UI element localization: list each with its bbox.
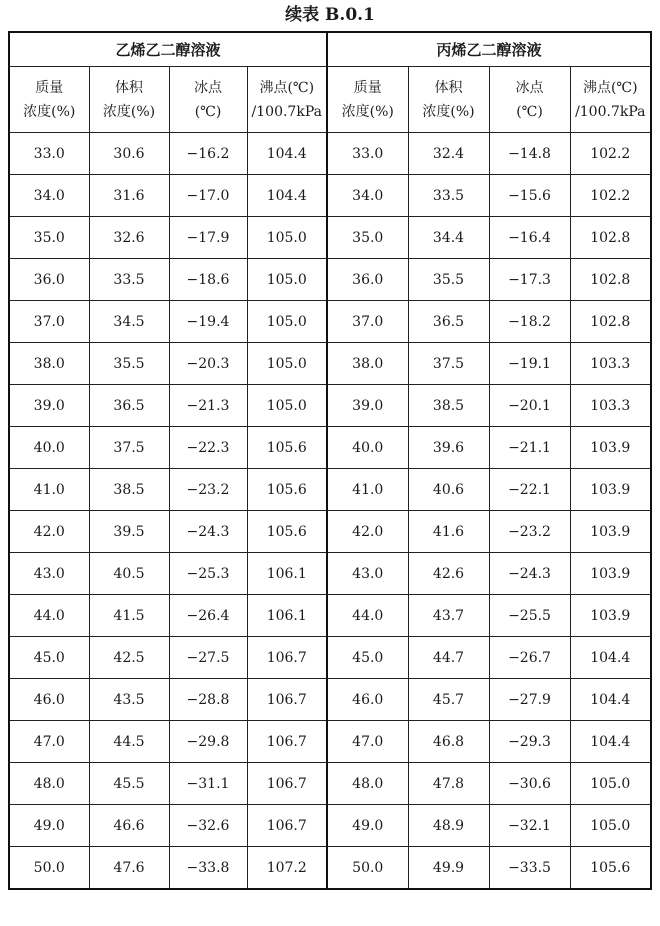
column-header-mass-concentration [327, 67, 408, 133]
column-header-line: 浓度(%) [23, 103, 76, 120]
table-cell-volume-concentration: 39.6 [408, 427, 489, 469]
table-cell-boiling-point: 103.3 [570, 343, 651, 385]
table-cell-volume-concentration: 43.5 [89, 679, 169, 721]
table-cell-mass-concentration: 50.0 [327, 847, 408, 890]
table-cell-mass-concentration: 42.0 [327, 511, 408, 553]
table-cell-mass-concentration: 41.0 [9, 469, 89, 511]
table-cell-mass-concentration: 34.0 [327, 175, 408, 217]
table-cell-volume-concentration: 37.5 [408, 343, 489, 385]
table-cell-volume-concentration: 38.5 [89, 469, 169, 511]
table-cell-volume-concentration: 33.5 [408, 175, 489, 217]
table-cell-boiling-point: 103.9 [570, 595, 651, 637]
table-cell-boiling-point: 106.7 [247, 805, 327, 847]
table-cell-volume-concentration: 36.5 [408, 301, 489, 343]
table-cell-mass-concentration: 40.0 [9, 427, 89, 469]
table-cell-boiling-point: 102.8 [570, 217, 651, 259]
table-row [9, 595, 651, 637]
table-body [9, 133, 651, 890]
table-cell-boiling-point: 104.4 [570, 721, 651, 763]
table-cell-mass-concentration: 33.0 [9, 133, 89, 175]
table-cell-freezing-point: −24.3 [489, 553, 570, 595]
column-header-line: 体积 [115, 79, 143, 96]
table-cell-boiling-point: 103.9 [570, 553, 651, 595]
table-cell-volume-concentration: 40.6 [408, 469, 489, 511]
column-header-line: 冰点 [194, 79, 222, 96]
column-header-line: 冰点 [515, 79, 544, 96]
table-cell-freezing-point: −29.3 [489, 721, 570, 763]
table-cell-freezing-point: −25.5 [489, 595, 570, 637]
table-cell-volume-concentration: 41.6 [408, 511, 489, 553]
table-cell-freezing-point: −22.3 [169, 427, 247, 469]
table-cell-freezing-point: −21.3 [169, 385, 247, 427]
table-cell-freezing-point: −30.6 [489, 763, 570, 805]
table-cell-volume-concentration: 46.8 [408, 721, 489, 763]
table-cell-mass-concentration: 47.0 [327, 721, 408, 763]
column-header-boiling-point [247, 67, 327, 133]
table-cell-freezing-point: −22.1 [489, 469, 570, 511]
table-cell-volume-concentration: 31.6 [89, 175, 169, 217]
table-cell-mass-concentration: 49.0 [327, 805, 408, 847]
table-row [9, 385, 651, 427]
table-cell-boiling-point: 105.0 [570, 805, 651, 847]
table-cell-boiling-point: 104.4 [570, 679, 651, 721]
column-header-line: 沸点(℃) [259, 79, 315, 96]
table-cell-mass-concentration: 43.0 [327, 553, 408, 595]
table-cell-volume-concentration: 34.5 [89, 301, 169, 343]
table-cell-mass-concentration: 37.0 [9, 301, 89, 343]
table-caption: 续表 B.0.1 [285, 5, 375, 25]
column-header-volume-concentration [89, 67, 169, 133]
column-header-freezing-point [169, 67, 247, 133]
table-cell-mass-concentration: 42.0 [9, 511, 89, 553]
table-row [9, 217, 651, 259]
table-cell-volume-concentration: 44.7 [408, 637, 489, 679]
table-cell-freezing-point: −17.3 [489, 259, 570, 301]
column-header-line: 浓度(%) [341, 103, 394, 120]
table-cell-freezing-point: −17.0 [169, 175, 247, 217]
table-row [9, 343, 651, 385]
column-header-line: 体积 [434, 79, 463, 96]
table-cell-volume-concentration: 40.5 [89, 553, 169, 595]
table-row [9, 637, 651, 679]
table-cell-freezing-point: −14.8 [489, 133, 570, 175]
table-cell-mass-concentration: 35.0 [327, 217, 408, 259]
table-row [9, 721, 651, 763]
table-cell-volume-concentration: 32.4 [408, 133, 489, 175]
table-cell-boiling-point: 105.6 [247, 469, 327, 511]
table-cell-volume-concentration: 35.5 [89, 343, 169, 385]
table-cell-freezing-point: −17.9 [169, 217, 247, 259]
column-header-volume-concentration [408, 67, 489, 133]
table-cell-volume-concentration: 41.5 [89, 595, 169, 637]
table-cell-volume-concentration: 33.5 [89, 259, 169, 301]
table-cell-mass-concentration: 49.0 [9, 805, 89, 847]
table-cell-mass-concentration: 38.0 [9, 343, 89, 385]
table-cell-mass-concentration: 40.0 [327, 427, 408, 469]
table-cell-boiling-point: 104.4 [247, 133, 327, 175]
table-cell-boiling-point: 106.1 [247, 595, 327, 637]
table-cell-mass-concentration: 44.0 [327, 595, 408, 637]
table-cell-freezing-point: −24.3 [169, 511, 247, 553]
table-cell-freezing-point: −27.5 [169, 637, 247, 679]
table-cell-freezing-point: −20.3 [169, 343, 247, 385]
table-cell-mass-concentration: 50.0 [9, 847, 89, 890]
column-header-line: 浓度(%) [422, 103, 475, 120]
table-row [9, 427, 651, 469]
table-cell-freezing-point: −21.1 [489, 427, 570, 469]
table-cell-mass-concentration: 45.0 [327, 637, 408, 679]
table-cell-volume-concentration: 30.6 [89, 133, 169, 175]
table-cell-boiling-point: 105.6 [247, 511, 327, 553]
table-cell-volume-concentration: 39.5 [89, 511, 169, 553]
table-cell-boiling-point: 106.7 [247, 637, 327, 679]
group-header-row [9, 32, 651, 67]
glycol-solution-table [8, 31, 652, 890]
table-cell-freezing-point: −33.8 [169, 847, 247, 890]
table-cell-boiling-point: 104.4 [570, 637, 651, 679]
table-cell-freezing-point: −25.3 [169, 553, 247, 595]
table-row [9, 469, 651, 511]
table-cell-freezing-point: −16.2 [169, 133, 247, 175]
table-cell-freezing-point: −31.1 [169, 763, 247, 805]
table-cell-freezing-point: −26.7 [489, 637, 570, 679]
table-cell-mass-concentration: 44.0 [9, 595, 89, 637]
table-cell-mass-concentration: 46.0 [9, 679, 89, 721]
table-cell-volume-concentration: 46.6 [89, 805, 169, 847]
table-cell-freezing-point: −18.6 [169, 259, 247, 301]
table-cell-freezing-point: −23.2 [489, 511, 570, 553]
table-cell-volume-concentration: 32.6 [89, 217, 169, 259]
table-cell-boiling-point: 102.2 [570, 133, 651, 175]
table-cell-volume-concentration: 37.5 [89, 427, 169, 469]
table-cell-mass-concentration: 39.0 [327, 385, 408, 427]
table-cell-boiling-point: 103.9 [570, 469, 651, 511]
table-cell-boiling-point: 106.1 [247, 553, 327, 595]
table-cell-boiling-point: 102.8 [570, 259, 651, 301]
table-cell-boiling-point: 106.7 [247, 721, 327, 763]
column-header-boiling-point [570, 67, 651, 133]
table-row [9, 175, 651, 217]
column-header-line: 质量 [35, 79, 64, 96]
table-cell-boiling-point: 105.0 [247, 385, 327, 427]
table-cell-boiling-point: 103.9 [570, 511, 651, 553]
table-cell-boiling-point: 106.7 [247, 763, 327, 805]
table-cell-mass-concentration: 33.0 [327, 133, 408, 175]
table-cell-volume-concentration: 47.8 [408, 763, 489, 805]
column-header-line: 浓度(%) [102, 103, 156, 120]
table-row [9, 805, 651, 847]
table-row [9, 679, 651, 721]
table-cell-boiling-point: 105.0 [247, 301, 327, 343]
table-cell-volume-concentration: 35.5 [408, 259, 489, 301]
table-cell-freezing-point: −19.1 [489, 343, 570, 385]
table-cell-volume-concentration: 45.5 [89, 763, 169, 805]
table-cell-mass-concentration: 41.0 [327, 469, 408, 511]
table-cell-mass-concentration: 38.0 [327, 343, 408, 385]
table-cell-freezing-point: −18.2 [489, 301, 570, 343]
table-cell-freezing-point: −15.6 [489, 175, 570, 217]
table-cell-mass-concentration: 34.0 [9, 175, 89, 217]
table-cell-freezing-point: −26.4 [169, 595, 247, 637]
table-cell-mass-concentration: 36.0 [327, 259, 408, 301]
table-cell-freezing-point: −23.2 [169, 469, 247, 511]
table-row [9, 763, 651, 805]
table-row [9, 259, 651, 301]
table-cell-boiling-point: 105.0 [247, 217, 327, 259]
table-cell-boiling-point: 105.0 [247, 259, 327, 301]
table-cell-volume-concentration: 49.9 [408, 847, 489, 890]
table-cell-mass-concentration: 35.0 [9, 217, 89, 259]
column-header-line: /100.7kPa [575, 103, 646, 120]
table-cell-freezing-point: −29.8 [169, 721, 247, 763]
table-cell-mass-concentration: 46.0 [327, 679, 408, 721]
table-row [9, 511, 651, 553]
group-header-ethylene-glycol: 乙烯乙二醇溶液 [9, 32, 327, 67]
table-cell-volume-concentration: 48.9 [408, 805, 489, 847]
table-cell-boiling-point: 107.2 [247, 847, 327, 890]
table-cell-freezing-point: −32.1 [489, 805, 570, 847]
table-cell-boiling-point: 102.2 [570, 175, 651, 217]
table-cell-mass-concentration: 39.0 [9, 385, 89, 427]
table-cell-boiling-point: 105.0 [247, 343, 327, 385]
group-header-propylene-glycol: 丙烯乙二醇溶液 [327, 32, 651, 67]
table-row [9, 847, 651, 890]
column-header-line: 质量 [353, 79, 382, 96]
column-header-freezing-point [489, 67, 570, 133]
table-cell-mass-concentration: 47.0 [9, 721, 89, 763]
table-cell-freezing-point: −20.1 [489, 385, 570, 427]
table-cell-boiling-point: 105.6 [570, 847, 651, 890]
table-cell-boiling-point: 104.4 [247, 175, 327, 217]
table-cell-mass-concentration: 36.0 [9, 259, 89, 301]
table-row [9, 301, 651, 343]
table-cell-boiling-point: 103.3 [570, 385, 651, 427]
table-cell-boiling-point: 105.0 [570, 763, 651, 805]
table-cell-freezing-point: −33.5 [489, 847, 570, 890]
table-cell-freezing-point: −19.4 [169, 301, 247, 343]
table-cell-freezing-point: −27.9 [489, 679, 570, 721]
table-cell-volume-concentration: 36.5 [89, 385, 169, 427]
table-cell-volume-concentration: 38.5 [408, 385, 489, 427]
table-cell-boiling-point: 105.6 [247, 427, 327, 469]
table-cell-freezing-point: −16.4 [489, 217, 570, 259]
column-header-line: (℃) [194, 103, 222, 120]
table-row [9, 553, 651, 595]
column-header-mass-concentration [9, 67, 89, 133]
table-cell-mass-concentration: 45.0 [9, 637, 89, 679]
table-cell-mass-concentration: 37.0 [327, 301, 408, 343]
table-cell-volume-concentration: 42.5 [89, 637, 169, 679]
table-cell-freezing-point: −28.8 [169, 679, 247, 721]
table-cell-volume-concentration: 47.6 [89, 847, 169, 890]
table-cell-volume-concentration: 42.6 [408, 553, 489, 595]
table-cell-mass-concentration: 43.0 [9, 553, 89, 595]
table-cell-boiling-point: 103.9 [570, 427, 651, 469]
table-cell-volume-concentration: 44.5 [89, 721, 169, 763]
table-row [9, 133, 651, 175]
table-cell-volume-concentration: 34.4 [408, 217, 489, 259]
column-header-row [9, 67, 651, 133]
table-cell-mass-concentration: 48.0 [327, 763, 408, 805]
table-cell-volume-concentration: 45.7 [408, 679, 489, 721]
column-header-line: 沸点(℃) [582, 79, 638, 96]
column-header-line: (℃) [516, 103, 543, 120]
table-cell-freezing-point: −32.6 [169, 805, 247, 847]
column-header-line: /100.7kPa [251, 103, 322, 120]
table-cell-boiling-point: 102.8 [570, 301, 651, 343]
table-cell-boiling-point: 106.7 [247, 679, 327, 721]
table-cell-volume-concentration: 43.7 [408, 595, 489, 637]
table-cell-mass-concentration: 48.0 [9, 763, 89, 805]
